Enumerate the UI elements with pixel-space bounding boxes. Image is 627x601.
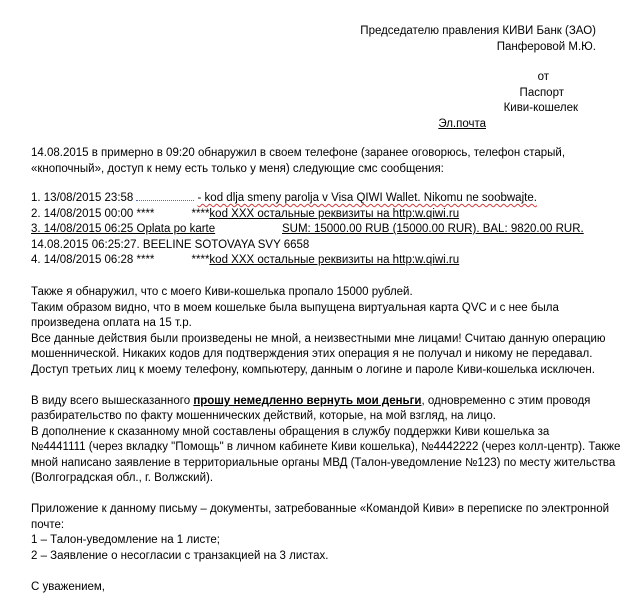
redacted-code xyxy=(136,191,194,201)
sms-3: 3. 14/08/2015 06:25 Oplata po karte xyxy=(31,223,216,235)
body2-line-1: В виду всего вышесказанного прошу немедленно вернуть мои деньги, одновременно с этим проводя xyxy=(31,395,591,407)
appendix-line-2: почте: xyxy=(31,519,65,531)
body1-line-3: произведена оплата на 15 т.р. xyxy=(31,317,192,329)
appendix-line-1: Приложение к данному письму – документы, затребованные «Командой Киви» в переписке по электронной xyxy=(31,503,610,515)
intro-line-2: «кнопочный», доступ к нему есть только у меня) следующие смс сообщения: xyxy=(31,163,444,175)
appendix-item-1: 1 – Талон-уведомление на 1 листе; xyxy=(31,534,221,546)
sms-2: 2. 14/08/2015 00:00 **** ****kod XXX остальные реквизиты на http:w.qiwi.ru xyxy=(31,208,460,220)
appendix-item-2: 2 – Заявление о несогласии с транзакцией на 3 листах. xyxy=(31,550,329,562)
email-label: Эл.почта xyxy=(438,118,486,130)
from-label: от xyxy=(537,71,549,83)
sms-4: 4. 14/08/2015 06:28 **** ****kod XXX остальные реквизиты на http:w.qiwi.ru xyxy=(31,254,460,266)
sms-1: 1. 13/08/2015 23:58 - kod dlja smeny parolja v Visa QIWI Wallet. Nikomu ne soobwajte. xyxy=(31,192,537,204)
intro-line-1: 14.08.2015 в примерно в 09:20 обнаружил в своем телефоне (заранее оговорюсь, телефон старый, xyxy=(31,147,566,159)
passport-label: Паспорт xyxy=(519,87,564,99)
body1-line-6: Доступ третьих лиц к моему телефону, компьютеру, данным о логине и пароле Киви-кошелька исключен. xyxy=(31,364,595,376)
body1-line-2: Таким образом видно, что в моем кошельке была выпущена виртуальная карта QVC и с нее была xyxy=(31,302,559,314)
body1-line-4: Все данные действия были произведены не мной, а неизвестными мне лицами! Считаю данную операцию xyxy=(31,333,606,345)
addressee-title: Председателю правления КИВИ Банк (ЗАО) xyxy=(360,25,596,37)
body1-line-1: Также я обнаружил, что с моего Киви-кошелька пропало 15000 рублей. xyxy=(31,286,413,298)
body2-line-3: В дополнение к сказанному мной составлены обращения в службу поддержки Киви кошелька за xyxy=(31,426,550,438)
body2-line-2: разбирательство по факту мошеннических действий, которые, на мой взгляд, на лицо. xyxy=(31,410,496,422)
sms-3-sum: SUM: 15000.00 RUB (15000.00 RUR). BAL: 9820.00 RUR. xyxy=(282,223,584,235)
wallet-label: Киви-кошелек xyxy=(503,102,578,114)
closing-text: С уважением, xyxy=(31,581,105,593)
body2-line-6: (Волгоградская обл., г. Волжский). xyxy=(31,472,214,484)
body2-line-5: мной написано заявление в территориальные органы МВД (Талон-уведомление №123) по месту жительства xyxy=(31,457,616,469)
demand-text: прошу немедленно вернуть мои деньги xyxy=(193,395,422,407)
body2-line-4: №4441111 (через вкладку "Помощь" в личном кабинете Киви кошелька), №4442222 (через колл-центр). Также xyxy=(31,441,621,453)
body1-line-5: мошеннической. Никаких кодов для подтверждения этих операция я не получал и никому не передавал. xyxy=(31,348,593,360)
sms-3-line-2: 14.08.2015 06:25:27. BEELINE SOTOVAYA SVY 6658 xyxy=(31,239,310,251)
addressee-name: Панферовой М.Ю. xyxy=(496,41,596,53)
